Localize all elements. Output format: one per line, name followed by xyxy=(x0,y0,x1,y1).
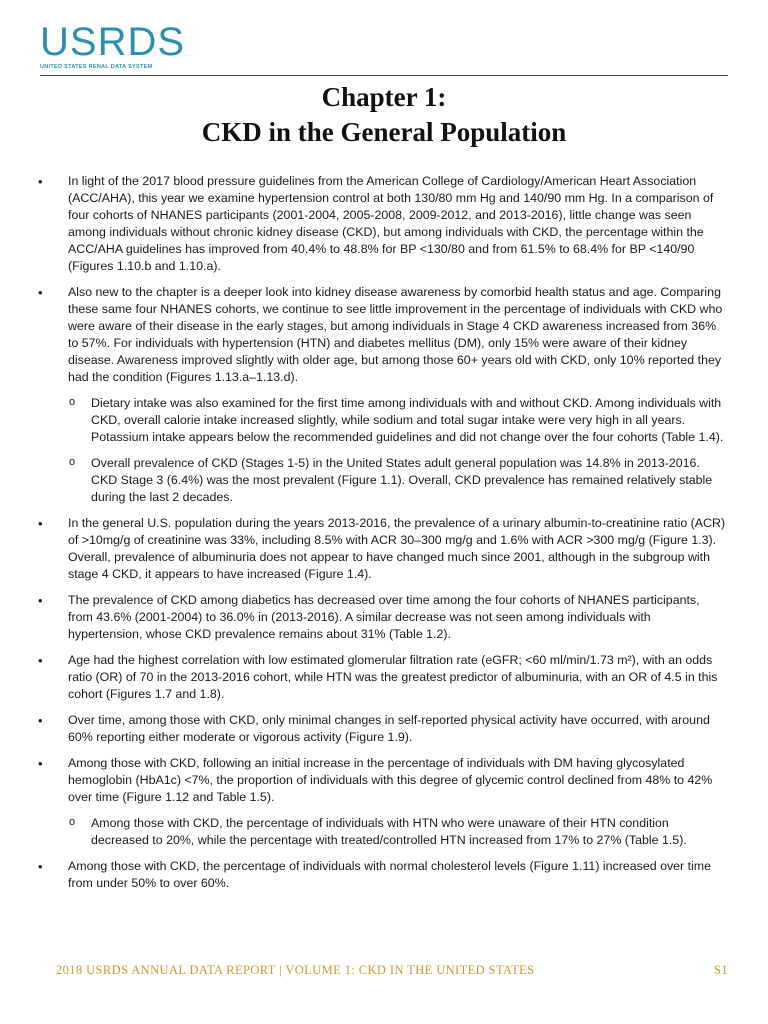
bullet-item: • Age had the highest correlation with low estimated glomerular filtration rate (eGFR; <60 ml/min/1.73 m²), with an odds ratio (OR) of 70 in the 2013-2016 cohort, while HTN was the greatest predictor of albuminuria, with an OR of 4.5 in this cohort (Figures 1.7 and 1.8). xyxy=(36,652,726,703)
chapter-title xyxy=(0,80,768,150)
logo-text: USRDS xyxy=(40,20,186,64)
bullet-item: • Also new to the chapter is a deeper look into kidney disease awareness by comorbid health status and age. Comparing these same four NHANES cohorts, we continue to see little improvement in the percentage of individuals with CKD who were aware of their disease in the early stages, but among individuals in Stage 4 CKD awareness increased from 36% to 57%. For individuals with hypertension (HTN) and diabetes mellitus (DM), only 15% were aware of their kidney disease. Awareness improved slightly with older age, but among those 60+ years old with CKD, only 10% reported they had the condition (Figures 1.13.a–1.13.d). xyxy=(36,284,726,386)
sub-bullet-item: o Dietary intake was also examined for the first time among individuals with and without CKD. Among individuals with CKD, overall calorie intake increased slightly, while sodium and total sugar intake were very high in all years. Potassium intake appears below the recommended guidelines and did not change over the four cohorts (Table 1.4). xyxy=(36,395,726,446)
bullet-item: • Among those with CKD, following an initial increase in the percentage of individuals with DM having glycosylated hemoglobin (HbA1c) <7%, the proportion of individuals with this degree of glycemic control declined from 48% to 42% over time (Figure 1.12 and Table 1.5). xyxy=(36,755,726,806)
footer-report-title: 2018 USRDS ANNUAL DATA REPORT | VOLUME 1: CKD IN THE UNITED STATES xyxy=(56,963,535,977)
sub-bullet-item: o Among those with CKD, the percentage of individuals with HTN who were unaware of their HTN condition decreased to 20%, while the percentage with treated/controlled HTN increased from 17% to 27% (Table 1.5). xyxy=(36,815,726,849)
chapter-highlights xyxy=(36,173,726,901)
bullet-item: • In the general U.S. population during the years 2013-2016, the prevalence of a urinary albumin-to-creatinine ratio (ACR) of >10mg/g of creatinine was 33%, including 8.5% with ACR 30–300 mg/g and 1.6% with ACR >300 mg/g (Figure 1.3). Overall, prevalence of albuminuria does not appear to have changed much since 2001, although in the subgroup with stage 4 CKD, it appears to have increased (Figure 1.4). xyxy=(36,515,726,583)
chapter-name: CKD in the General Population xyxy=(201,117,567,147)
sub-bullet-item: o Overall prevalence of CKD (Stages 1-5) in the United States adult general population was 14.8% in 2013-2016. CKD Stage 3 (6.4%) was the most prevalent (Figure 1.1). Overall, CKD prevalence has remained relatively stable during the last 2 decades. xyxy=(36,455,726,506)
logo-subtitle: UNITED STATES RENAL DATA SYSTEM xyxy=(40,64,153,70)
bullet-item: • In light of the 2017 blood pressure guidelines from the American College of Cardiology/American Heart Association (ACC/AHA), this year we examine hypertension control at both 130/80 mm Hg and 140/90 mm Hg. In a comparison of four cohorts of NHANES participants (2001-2004, 2005-2008, 2009-2012, and 2013-2016), little change was seen among individuals without chronic kidney disease (CKD), but among individuals with CKD, the percentage within the ACC/AHA guidelines has improved from 40.4% to 48.8% for BP <130/80 and from 61.5% to 68.4% for BP <140/90 (Figures 1.10.b and 1.10.a). xyxy=(36,173,726,275)
bullet-item: • Over time, among those with CKD, only minimal changes in self-reported physical activity have occurred, with around 60% reporting either moderate or vigorous activity (Figure 1.9). xyxy=(36,712,726,746)
bullet-item: • Among those with CKD, the percentage of individuals with normal cholesterol levels (Figure 1.11) increased over time from under 50% to over 60%. xyxy=(36,858,726,892)
bullet-item: • The prevalence of CKD among diabetics has decreased over time among the four cohorts of NHANES participants, from 43.6% (2001-2004) to 36.0% in (2013-2016). A similar decrease was not seen among individuals with hypertension, whose CKD prevalence remains about 31% (Table 1.2). xyxy=(36,592,726,643)
header-divider xyxy=(40,75,728,76)
chapter-number: Chapter 1: xyxy=(321,82,447,112)
usrds-logo xyxy=(40,22,185,70)
page-number: S1 xyxy=(713,963,728,977)
